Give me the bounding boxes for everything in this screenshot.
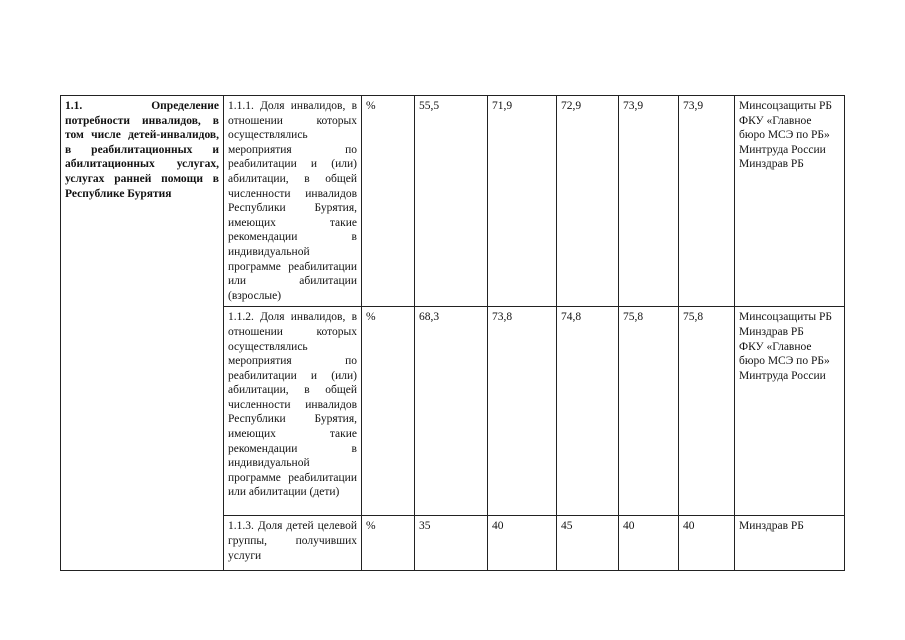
executor-cell: Минсоцзащиты РБ ФКУ «Главное бюро МСЭ по РБ» Минтруда России Минздрав РБ: [735, 96, 845, 307]
indicator-cell: 1.1.1. Доля инвалидов, в отношении которых осуществлялись мероприятия по реабилитации и (или) абилитации, в общей численности инвалидов Республики Бурятия, имеющих такие рекомендации в индивидуальной программе реабилитации или абилитации (взрослые): [224, 96, 362, 307]
value-cell: 45: [557, 516, 619, 571]
value-cell: 74,8: [557, 307, 619, 516]
value-cell: 40: [488, 516, 557, 571]
unit-cell: %: [362, 96, 415, 307]
value-cell: 75,8: [619, 307, 679, 516]
value-cell: 55,5: [415, 96, 488, 307]
executor-cell: Минсоцзащиты РБ Минздрав РБ ФКУ «Главное бюро МСЭ по РБ» Минтруда России: [735, 307, 845, 516]
program-indicators-table: [60, 95, 845, 571]
section-title: 1.1. Определение потребности инвалидов, в том числе детей-инвалидов, в реабилитационных и абилитационных услугах, услугах ранней помощи в Республике Бурятия: [61, 96, 224, 571]
unit-cell: %: [362, 307, 415, 516]
executor-cell: Минздрав РБ: [735, 516, 845, 571]
value-cell: 73,8: [488, 307, 557, 516]
indicator-cell: [224, 516, 362, 571]
value-cell: 72,9: [557, 96, 619, 307]
value-cell: 40: [619, 516, 679, 571]
table-row: [61, 96, 845, 307]
indicator-cell: 1.1.2. Доля инвалидов, в отношении которых осуществлялись мероприятия по реабилитации и (или) абилитации, в общей численности инвалидов Республики Бурятия, имеющих такие рекомендации в индивидуальной программе реабилитации или абилитации (дети): [224, 307, 362, 516]
value-cell: 68,3: [415, 307, 488, 516]
value-cell: 73,9: [679, 96, 735, 307]
value-cell: 71,9: [488, 96, 557, 307]
value-cell: 73,9: [619, 96, 679, 307]
unit-cell: %: [362, 516, 415, 571]
value-cell: 40: [679, 516, 735, 571]
indicator-text: 1.1.3. Доля детей целевой группы, получивших услуги: [228, 520, 357, 562]
value-cell: 75,8: [679, 307, 735, 516]
value-cell: 35: [415, 516, 488, 571]
